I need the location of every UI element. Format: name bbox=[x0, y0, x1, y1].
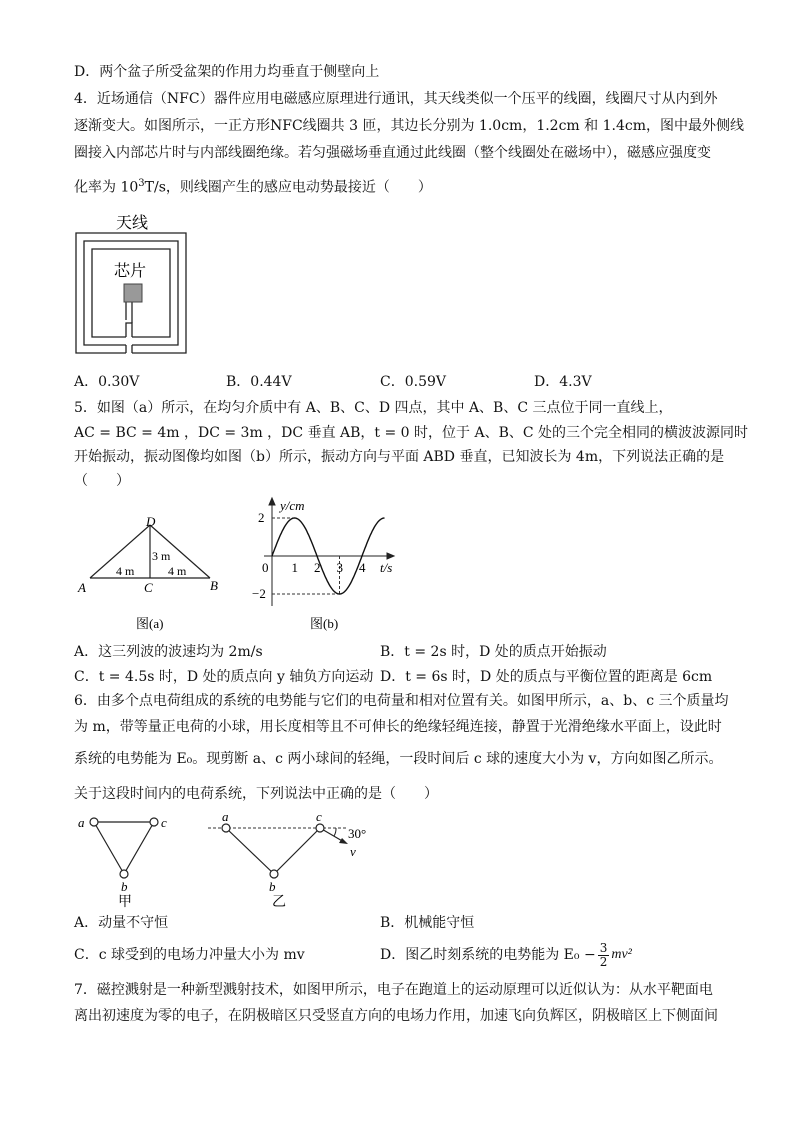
q5-option-d: D．t = 6s 时，D 处的质点与平衡位置的距离是 6cm bbox=[380, 669, 713, 685]
x-tick-0: 0 bbox=[262, 560, 269, 575]
point-D-label: D bbox=[146, 514, 156, 529]
ball-b bbox=[270, 870, 278, 878]
figure-b-chart bbox=[246, 492, 406, 637]
q5-line-1: 5．如图（a）所示，在均匀介质中有 A、B、C、D 四点，其中 A、B、C 三点位于同一直线上， bbox=[74, 400, 673, 416]
label-AC: 4 m bbox=[116, 564, 135, 578]
point-B-label: B bbox=[210, 578, 218, 593]
point-C-label: C bbox=[144, 580, 153, 595]
rope-ab bbox=[94, 822, 124, 874]
tick-y-neg: −2 bbox=[252, 586, 266, 601]
figure-jia-caption: 甲 bbox=[118, 895, 132, 908]
q5-option-c: C．t = 4.5s 时，D 处的质点向 y 轴负方向运动 bbox=[74, 669, 374, 685]
q4-option-c: C．0.59V bbox=[380, 374, 446, 390]
x-tick-2: 2 bbox=[314, 560, 321, 575]
q7-line-1: 7．磁控溅射是一种新型溅射技术，如图甲所示，电子在跑道上的运动原理可以近似认为：从水平靶面电 bbox=[74, 982, 713, 998]
q5-option-b: B．t = 2s 时，D 处的质点开始振动 bbox=[380, 644, 607, 660]
y-axis-arrow bbox=[269, 498, 275, 505]
q4-option-b: B．0.44V bbox=[226, 374, 292, 390]
rope-bc bbox=[124, 822, 154, 874]
ball-c bbox=[150, 818, 158, 826]
q5-line-4: （ ） bbox=[74, 473, 130, 489]
q6-line-4: 关于这段时间内的电荷系统，下列说法中正确的是（ ） bbox=[74, 786, 438, 802]
tick-y-pos: 2 bbox=[258, 510, 265, 525]
q3-option-d: D．两个盆子所受盆架的作用力均垂直于侧壁向上 bbox=[74, 64, 380, 80]
q4-line-4-post: T/s，则线圈产生的感应电动势最接近（ ） bbox=[144, 179, 432, 196]
q6-line-2: 为 m，带等量正电荷的小球，用长度相等且不可伸长的绝缘轻绳连接，静置于光滑绝缘水平面上，设此时 bbox=[74, 719, 722, 735]
ball-c bbox=[316, 824, 324, 832]
q4-line-2: 逐渐变大。如图所示，一正方形NFC线圈共 3 匝，其边长分别为 1.0cm，1.2cm 和 1.4cm，图中最外侧线 bbox=[74, 118, 744, 134]
q6-line-3: 系统的电势能为 E₀。现剪断 a、c 两小球间的轻绳，一段时间后 c 球的速度大小为 v，方向如图乙所示。 bbox=[74, 751, 723, 767]
x-tick-1: 1 bbox=[291, 560, 298, 575]
figure-a-caption: 图(a) bbox=[136, 616, 164, 631]
chip-square bbox=[124, 284, 142, 302]
label-DC: 3 m bbox=[152, 549, 171, 563]
q4-line-4-sup: 3 bbox=[138, 178, 145, 189]
antenna-label: 天线 bbox=[116, 215, 149, 232]
q4-line-1: 4．近场通信（NFC）器件应用电磁感应原理进行通讯，其天线类似一个压平的线圈，线圈尺寸从内到外 bbox=[74, 91, 718, 107]
nfc-coil-figure bbox=[70, 208, 200, 360]
q6-option-b: B．机械能守恒 bbox=[380, 915, 475, 931]
q4-option-a: A．0.30V bbox=[74, 374, 140, 390]
q5-line-3: 开始振动，振动图像均如图（b）所示，振动方向与平面 ABD 垂直，已知波长为 4m，下列说法正确的是 bbox=[74, 449, 725, 465]
figure-yi bbox=[204, 810, 384, 908]
q6-option-d-text: D．图乙时刻系统的电势能为 E₀ − bbox=[380, 947, 596, 963]
label-a: a bbox=[222, 810, 229, 824]
q5-line-2: AC = BC = 4m ，DC = 3m ，DC 垂直 AB，t = 0 时，位于 A、B、C 处的三个完全相同的横波波源同时 bbox=[74, 425, 749, 441]
y-axis-label: y/cm bbox=[280, 498, 305, 513]
ball-a bbox=[222, 824, 230, 832]
x-axis-label: t/s bbox=[380, 560, 393, 575]
x-axis-arrow bbox=[387, 553, 394, 559]
rope-ab bbox=[226, 828, 274, 874]
ball-a bbox=[90, 818, 98, 826]
rope-bc bbox=[274, 828, 320, 874]
q6-option-a: A．动量不守恒 bbox=[74, 915, 169, 931]
label-a: a bbox=[78, 815, 85, 830]
label-b: b bbox=[269, 879, 276, 894]
figure-yi-caption: 乙 bbox=[272, 895, 286, 908]
q6-option-c: C．c 球受到的电场力冲量大小为 mv bbox=[74, 947, 305, 963]
velocity-label: v bbox=[350, 844, 356, 859]
q4-option-d: D．4.3V bbox=[534, 374, 592, 390]
figure-b-caption: 图(b) bbox=[310, 616, 339, 631]
q5-option-a: A．这三列波的波速均为 2m/s bbox=[74, 644, 263, 660]
q7-line-2: 离出初速度为零的电子，在阴极暗区只受竖直方向的电场力作用，加速飞向负辉区，阴极暗区上下侧面间 bbox=[74, 1008, 718, 1024]
chip-label: 芯片 bbox=[114, 263, 147, 280]
q4-line-4 bbox=[74, 174, 432, 198]
figure-a-triangle bbox=[72, 512, 232, 637]
fraction-denominator: 2 bbox=[599, 954, 608, 969]
angle-arc bbox=[334, 828, 336, 836]
point-A-label: A bbox=[78, 580, 86, 595]
q4-line-3: 圈接入内部芯片时与内部线圈绝缘。若匀强磁场垂直通过此线圈（整个线圈处在磁场中），磁感应强度变 bbox=[74, 145, 711, 161]
label-c: c bbox=[316, 810, 322, 824]
x-tick-4: 4 bbox=[359, 560, 366, 575]
x-tick-3: 3 bbox=[336, 560, 343, 575]
q6-option-d bbox=[380, 937, 632, 973]
angle-label: 30° bbox=[348, 826, 367, 841]
q6-line-1: 6．由多个点电荷组成的系统的电势能与它们的电荷量和相对位置有关。如图甲所示，a、b、c 三个质量均 bbox=[74, 693, 729, 709]
label-CB: 4 m bbox=[168, 564, 187, 578]
q4-line-4-pre: 化率为 10 bbox=[74, 179, 139, 196]
label-c: c bbox=[161, 815, 167, 830]
q6-option-d-tail: mv² bbox=[611, 947, 632, 962]
fraction-numerator: 3 bbox=[599, 940, 608, 955]
label-b: b bbox=[121, 879, 128, 894]
ball-b bbox=[120, 870, 128, 878]
figure-jia-triangle bbox=[74, 810, 174, 908]
q6-option-d-fraction bbox=[598, 942, 610, 969]
velocity-arrow-head bbox=[339, 838, 348, 844]
